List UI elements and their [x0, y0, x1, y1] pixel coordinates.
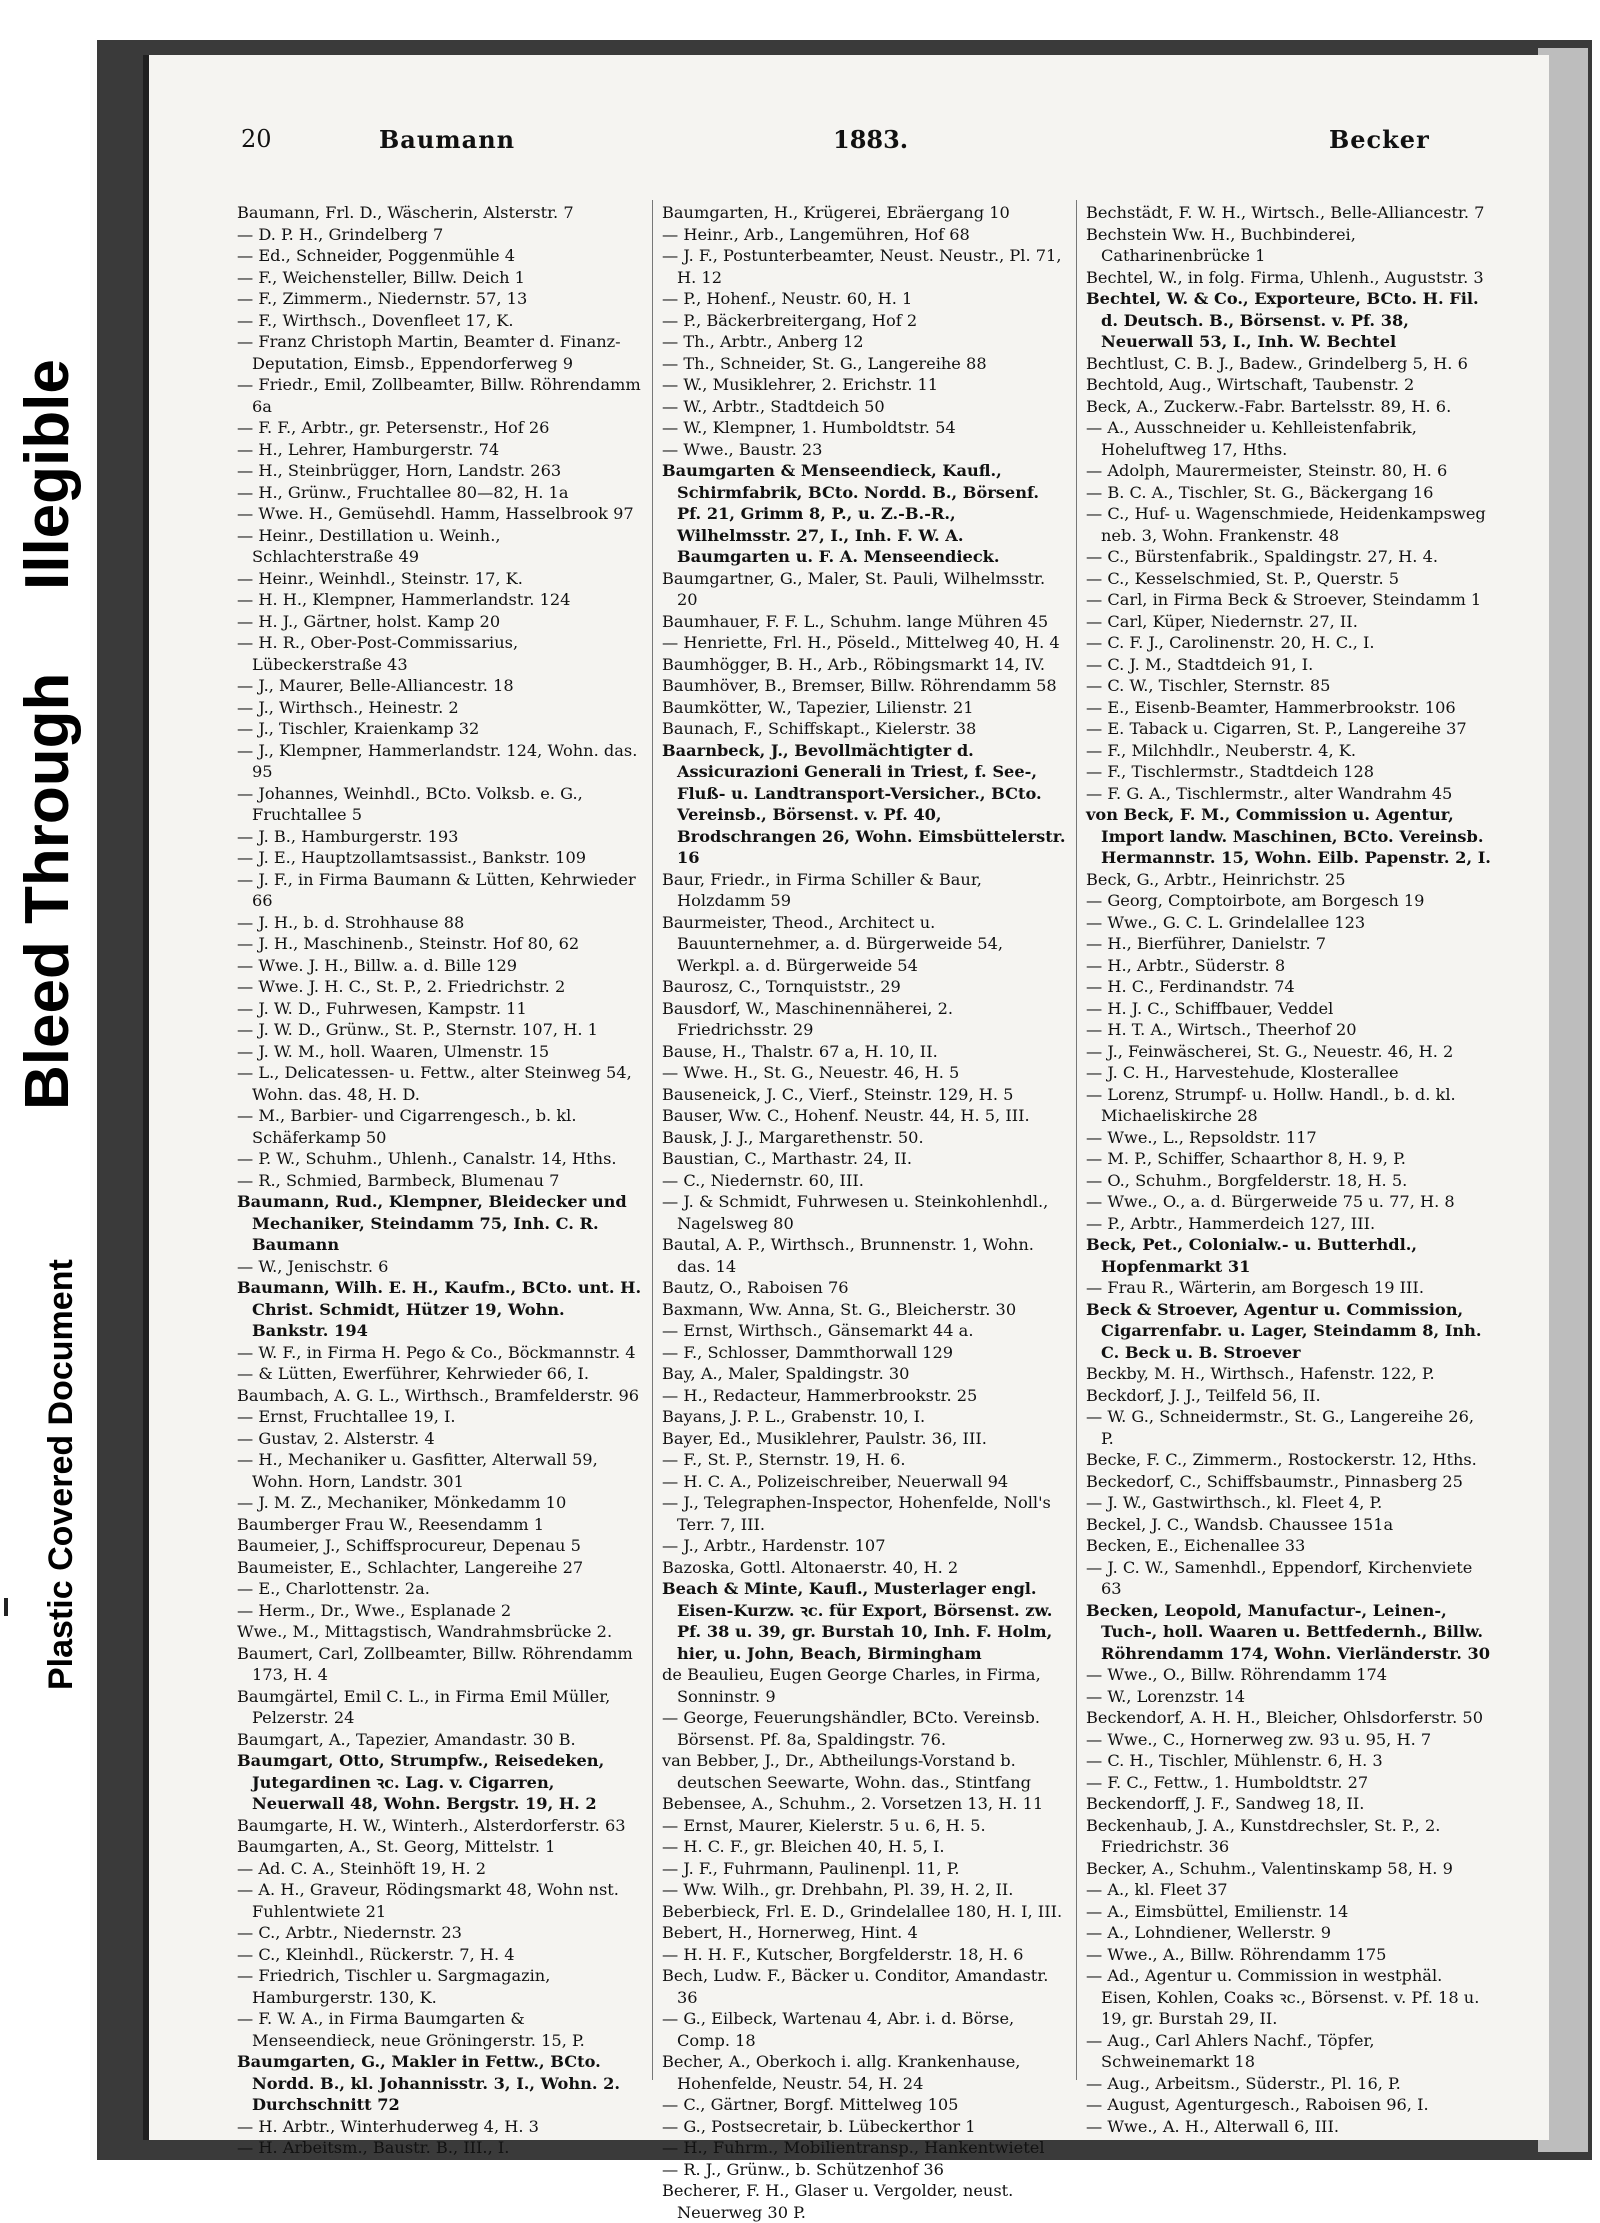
directory-entry: — J. & Schmidt, Fuhrwesen u. Steinkohlenhdl., Nagelsweg 80 [662, 1192, 1049, 1233]
directory-entry: — W. G., Schneidermstr., St. G., Langereihe 26, P. [1086, 1407, 1475, 1448]
directory-entry: — H., Arbtr., Süderstr. 8 [1086, 955, 1286, 975]
directory-entry: — Herm., Dr., Wwe., Esplanade 2 [237, 1600, 512, 1620]
directory-entry: — Friedrich, Tischler u. Sargmagazin, Hamburgerstr. 130, K. [237, 1966, 551, 2007]
directory-entry: — A., Ausschneider u. Kehlleistenfabrik, Hoheluftweg 17, Hths. [1086, 418, 1417, 459]
directory-entry: — W., Arbtr., Stadtdeich 50 [662, 396, 885, 416]
directory-entry: Wwe., M., Mittagstisch, Wandrahmsbrücke 2. [237, 1622, 613, 1641]
directory-entry: — E., Eisenb-Beamter, Hammerbrookstr. 106 [1086, 697, 1456, 717]
column-1 [237, 202, 642, 2159]
directory-entry: Baumgarte, H. W., Winterh., Alsterdorferstr. 63 [237, 1815, 626, 1835]
directory-entry: Baumeister, E., Schlachter, Langereihe 27 [237, 1557, 584, 1577]
directory-entry: — F. C., Fettw., 1. Humboldtstr. 27 [1086, 1772, 1369, 1792]
directory-entry: — H. Arbeitsm., Baustr. B., III., I. [237, 2138, 510, 2157]
directory-entry: Baumgartner, G., Maler, St. Pauli, Wilhelmsstr. 20 [662, 568, 1046, 609]
directory-entry: Baur, Friedr., in Firma Schiller & Baur, Holzdamm 59 [662, 869, 982, 910]
directory-entry: Baumann, Wilh. E. H., Kaufm., BCto. unt. H. Christ. Schmidt, Hützer 19, Wohn. Bankstr. 194 [237, 1278, 642, 1340]
directory-entry: — H. H. F., Kutscher, Borgfelderstr. 18, H. 6 [662, 1944, 1024, 1964]
directory-entry: — J., Feinwäscherei, St. G., Neuestr. 46, H. 2 [1086, 1041, 1454, 1061]
margin-tick [4, 1598, 8, 1616]
directory-entry: Baurosz, C., Tornquiststr., 29 [662, 977, 901, 996]
directory-entry: — J. C. H., Harvestehude, Klosterallee [1086, 1063, 1399, 1082]
directory-entry: — J. W. D., Grünw., St. P., Sternstr. 107, H. 1 [237, 1020, 598, 1039]
column-2 [662, 202, 1067, 2223]
directory-entry: Bechtel, W., in folg. Firma, Uhlenh., Auguststr. 3 [1086, 267, 1484, 287]
directory-entry: — J. M. Z., Mechaniker, Mönkedamm 10 [237, 1493, 567, 1512]
directory-entry: — H., Bierführer, Danielstr. 7 [1086, 934, 1327, 953]
directory-entry: — J. H., Maschinenb., Steinstr. Hof 80, 62 [237, 934, 580, 953]
directory-entry: Beckenhaub, J. A., Kunstdrechsler, St. P., 2. Friedrichstr. 36 [1086, 1815, 1441, 1856]
directory-entry: — C. W., Tischler, Sternstr. 85 [1086, 676, 1331, 695]
directory-entry: — Wwe., A. H., Alterwall 6, III. [1086, 2116, 1339, 2136]
directory-entry: — & Lütten, Ewerführer, Kehrwieder 66, I. [237, 1364, 590, 1383]
directory-entry: — J. F., Postunterbeamter, Neust. Neustr., Pl. 71, H. 12 [662, 246, 1062, 287]
directory-entry: — Wwe., O., Billw. Röhrendamm 174 [1086, 1665, 1388, 1684]
directory-entry: — Wwe., A., Billw. Röhrendamm 175 [1086, 1944, 1387, 1964]
directory-entry: — H. T. A., Wirtsch., Theerhof 20 [1086, 1020, 1357, 1039]
directory-entry: Beckel, J. C., Wandsb. Chaussee 151a [1086, 1514, 1394, 1534]
directory-entry: — Heinr., Weinhdl., Steinstr. 17, K. [237, 568, 523, 588]
directory-entry: Becher, A., Oberkoch i. allg. Krankenhause, Hohenfelde, Neustr. 54, H. 24 [662, 2052, 1021, 2093]
directory-entry: — Wwe. H., St. G., Neuestr. 46, H. 5 [662, 1063, 960, 1082]
directory-entry: — F., Schlosser, Dammthorwall 129 [662, 1342, 954, 1362]
directory-entry: Baumhöver, B., Bremser, Billw. Röhrendamm 58 [662, 676, 1057, 695]
directory-entry: — W., Jenischstr. 6 [237, 1256, 389, 1276]
directory-entry: — Heinr., Destillation u. Weinh., Schlachterstraße 49 [237, 525, 501, 566]
directory-entry: Bayans, J. P. L., Grabenstr. 10, I. [662, 1407, 926, 1426]
directory-entry: Baumberger Frau W., Reesendamm 1 [237, 1514, 545, 1534]
header-catchword-left: Baumann [379, 125, 516, 154]
directory-entry: — G., Postsecretair, b. Lübeckerthor 1 [662, 2116, 976, 2136]
directory-entry: Baumann, Rud., Klempner, Bleidecker und Mechaniker, Steindamm 75, Inh. C. R. Baumann [237, 1192, 627, 1254]
label-bleed-through: Bleed Through [13, 672, 82, 1110]
directory-entry: — Johannes, Weinhdl., BCto. Volksb. e. G., Fruchtallee 5 [237, 783, 583, 824]
directory-entry: — J. B., Hamburgerstr. 193 [237, 826, 459, 846]
label-plastic-covered: Plastic Covered Document [42, 1259, 80, 1690]
directory-entry: Bazoska, Gottl. Altonaerstr. 40, H. 2 [662, 1557, 959, 1577]
directory-entry: Becken, Leopold, Manufactur-, Leinen-, Tuch-, holl. Waaren u. Bettfedernh., Billw. Röhrendamm 174, Wohn. Vierländerstr. 30 [1086, 1600, 1491, 1663]
directory-entry: — E., Charlottenstr. 2a. [237, 1579, 430, 1598]
directory-entry: Baunach, F., Schiffskapt., Kielerstr. 38 [662, 719, 977, 738]
directory-entry: Beach & Minte, Kaufl., Musterlager engl. Eisen-Kurzw. ꝛc. für Export, Börsenst. zw. Pf. 38 u. 39, gr. Burstah 10, Inh. F. Holm, hier, u. John, Beach, Birmingham [662, 1579, 1053, 1663]
directory-entry: — Wwe., O., a. d. Bürgerweide 75 u. 77, H. 8 [1086, 1192, 1455, 1211]
directory-entry: — Ww. Wilh., gr. Drehbahn, Pl. 39, H. 2, II. [662, 1880, 1014, 1899]
directory-entry: Bay, A., Maler, Spaldingstr. 30 [662, 1364, 910, 1383]
directory-entry: — Wwe., Baustr. 23 [662, 439, 823, 459]
directory-entry: Bauseneick, J. C., Vierf., Steinstr. 129, H. 5 [662, 1084, 1014, 1104]
column-divider [1076, 200, 1077, 2080]
directory-entry: Beck, Pet., Colonialw.- u. Butterhdl., Hopfenmarkt 31 [1086, 1235, 1418, 1276]
directory-entry: — Wwe., L., Repsoldstr. 117 [1086, 1127, 1317, 1147]
header-catchword-right: Becker [1329, 125, 1430, 154]
directory-entry: Beck, A., Zuckerw.-Fabr. Bartelsstr. 89, H. 6. [1086, 396, 1452, 416]
directory-entry: — J. W. D., Fuhrwesen, Kampstr. 11 [237, 998, 527, 1018]
directory-entry: Baumert, Carl, Zollbeamter, Billw. Röhrendamm 173, H. 4 [237, 1643, 633, 1684]
directory-entry: — A. H., Graveur, Rödingsmarkt 48, Wohn nst. Fuhlentwiete 21 [237, 1880, 619, 1921]
directory-entry: — J., Arbtr., Hardenstr. 107 [662, 1536, 886, 1555]
directory-entry: — O., Schuhm., Borgfelderstr. 18, H. 5. [1086, 1170, 1408, 1190]
directory-entry: Beberbieck, Frl. E. D., Grindelallee 180, H. I, III. [662, 1901, 1063, 1921]
directory-entry: Beckedorf, C., Schiffsbaumstr., Pinnasberg 25 [1086, 1471, 1463, 1491]
directory-entry: — F., Wirthsch., Dovenfleet 17, K. [237, 310, 514, 330]
directory-entry: Beck, G., Arbtr., Heinrichstr. 25 [1086, 869, 1346, 889]
directory-entry: — Wwe. J. H. C., St. P., 2. Friedrichstr. 2 [237, 977, 566, 996]
directory-entry: — C., Niedernstr. 60, III. [662, 1170, 864, 1190]
directory-entry: — Georg, Comptoirbote, am Borgesch 19 [1086, 891, 1425, 910]
directory-entry: Baumeier, J., Schiffsprocureur, Depenau 5 [237, 1536, 581, 1555]
directory-entry: — F., Tischlermstr., Stadtdeich 128 [1086, 762, 1375, 781]
directory-entry: Bechstädt, F. W. H., Wirtsch., Belle-Alliancestr. 7 [1086, 203, 1485, 222]
directory-entry: — J. H., b. d. Strohhause 88 [237, 912, 465, 932]
directory-entry: — G., Eilbeck, Wartenau 4, Abr. i. d. Börse, Comp. 18 [662, 2009, 1015, 2050]
directory-entry: — C., Arbtr., Niedernstr. 23 [237, 1923, 462, 1942]
directory-entry: Beckendorf, A. H. H., Bleicher, Ohlsdorferstr. 50 [1086, 1708, 1483, 1727]
directory-entry: — C. F. J., Carolinenstr. 20, H. C., I. [1086, 633, 1375, 652]
directory-entry: — F., Zimmerm., Niedernstr. 57, 13 [237, 289, 528, 308]
directory-entry: — H. Arbtr., Winterhuderweg 4, H. 3 [237, 2116, 539, 2136]
directory-entry: — H. R., Ober-Post-Commissarius, Lübeckerstraße 43 [237, 633, 519, 674]
directory-entry: Bebert, H., Hornerweg, Hint. 4 [662, 1923, 918, 1942]
directory-entry: — C., Huf- u. Wagenschmiede, Heidenkampsweg neb. 3, Wohn. Frankenstr. 48 [1086, 504, 1486, 545]
directory-entry: — H. C. F., gr. Bleichen 40, H. 5, I. [662, 1837, 945, 1856]
directory-entry: — J. W. M., holl. Waaren, Ulmenstr. 15 [237, 1041, 550, 1061]
directory-entry: — Ernst, Maurer, Kielerstr. 5 u. 6, H. 5. [662, 1815, 986, 1835]
directory-entry: — F., Milchhdlr., Neuberstr. 4, K. [1086, 740, 1356, 760]
directory-entry: — H., Mechaniker u. Gasfitter, Alterwall 59, Wohn. Horn, Landstr. 301 [237, 1450, 598, 1491]
directory-entry: — P., Hohenf., Neustr. 60, H. 1 [662, 289, 913, 308]
directory-entry: — J. F., in Firma Baumann & Lütten, Kehrwieder 66 [237, 869, 636, 910]
directory-entry: — J., Maurer, Belle-Alliancestr. 18 [237, 676, 514, 695]
directory-entry: — J., Klempner, Hammerlandstr. 124, Wohn. das. 95 [237, 740, 638, 781]
directory-entry: — A., Eimsbüttel, Emilienstr. 14 [1086, 1901, 1349, 1921]
directory-entry: — H. J. C., Schiffbauer, Veddel [1086, 998, 1334, 1018]
directory-entry: — H. H., Klempner, Hammerlandstr. 124 [237, 590, 571, 609]
directory-entry: Baumgarten, G., Makler in Fettw., BCto. Nordd. B., kl. Johannisstr. 3, I., Wohn. 2. Durchschnitt 72 [237, 2052, 621, 2114]
directory-entry: — P., Bäckerbreitergang, Hof 2 [662, 310, 918, 330]
directory-entry: — L., Delicatessen- u. Fettw., alter Steinweg 54, Wohn. das. 48, H. D. [237, 1063, 632, 1104]
directory-entry: — Aug., Carl Ahlers Nachf., Töpfer, Schweinemarkt 18 [1086, 2030, 1375, 2071]
directory-entry: — Ernst, Fruchtallee 19, I. [237, 1407, 456, 1426]
directory-entry: Baumgarten, A., St. Georg, Mittelstr. 1 [237, 1837, 556, 1856]
directory-entry: — C., Kesselschmied, St. P., Querstr. 5 [1086, 568, 1400, 588]
directory-entry: Baumann, Frl. D., Wäscherin, Alsterstr. 7 [237, 203, 574, 222]
directory-entry: — R. J., Grünw., b. Schützenhof 36 [662, 2159, 944, 2179]
directory-entry: — J., Telegraphen-Inspector, Hohenfelde, Noll's Terr. 7, III. [662, 1493, 1051, 1534]
directory-entry: Bause, H., Thalstr. 67 a, H. 10, II. [662, 1041, 938, 1061]
directory-entry: Baurmeister, Theod., Architect u. Bauunternehmer, a. d. Bürgerweide 54, Werkpl. a. d. Bürgerweide 54 [662, 912, 1004, 975]
directory-entry: — J. W., Gastwirthsch., kl. Fleet 4, P. [1086, 1493, 1383, 1512]
directory-entry: — H., Redacteur, Hammerbrookstr. 25 [662, 1385, 978, 1405]
directory-entry: Baumhögger, B. H., Arb., Röbingsmarkt 14, IV. [662, 654, 1046, 674]
directory-entry: Bechtold, Aug., Wirtschaft, Taubenstr. 2 [1086, 375, 1415, 394]
directory-entry: Beckby, M. H., Wirthsch., Hafenstr. 122, P. [1086, 1364, 1435, 1383]
document-page [143, 55, 1549, 2222]
directory-entry: Bechtlust, C. B. J., Badew., Grindelberg 5, H. 6 [1086, 353, 1468, 373]
directory-entry: Baumhauer, F. F. L., Schuhm. lange Mühren 45 [662, 611, 1049, 631]
directory-entry: — Th., Schneider, St. G., Langereihe 88 [662, 353, 987, 373]
directory-entry: Beck & Stroever, Agentur u. Commission, Cigarrenfabr. u. Lager, Steindamm 8, Inh. C. Beck u. B. Stroever [1086, 1299, 1482, 1362]
directory-entry: — Ed., Schneider, Poggenmühle 4 [237, 246, 516, 265]
directory-entry: — D. P. H., Grindelberg 7 [237, 224, 444, 244]
directory-entry: Bech, Ludw. F., Bäcker u. Conditor, Amandastr. 36 [662, 1966, 1049, 2007]
page-number: 20 [241, 125, 272, 153]
directory-entry: — Friedr., Emil, Zollbeamter, Billw. Röhrendamm 6a [237, 375, 641, 416]
directory-entry: — Wwe. J. H., Billw. a. d. Bille 129 [237, 955, 518, 975]
directory-entry: — Wwe. H., Gemüsehdl. Hamm, Hasselbrook 97 [237, 504, 634, 523]
directory-entry: — Carl, in Firma Beck & Stroever, Steindamm 1 [1086, 590, 1482, 609]
label-illegible: Illegible [13, 359, 82, 590]
directory-entry: — H., Fuhrm., Mobilientransp., Hankentwietel [662, 2138, 1045, 2157]
directory-entry: — F., St. P., Sternstr. 19, H. 6. [662, 1450, 906, 1469]
directory-entry: — A., kl. Fleet 37 [1086, 1880, 1228, 1899]
directory-entry: Becker, A., Schuhm., Valentinskamp 58, H. 9 [1086, 1858, 1453, 1878]
directory-entry: — Adolph, Maurermeister, Steinstr. 80, H. 6 [1086, 461, 1448, 480]
directory-entry: Baumkötter, W., Tapezier, Lilienstr. 21 [662, 697, 974, 717]
directory-entry: — F. F., Arbtr., gr. Petersenstr., Hof 26 [237, 418, 550, 437]
directory-entry: — Lorenz, Strumpf- u. Hollw. Handl., b. d. kl. Michaeliskirche 28 [1086, 1084, 1456, 1125]
directory-entry: — A., Lohndiener, Wellerstr. 9 [1086, 1923, 1332, 1942]
directory-entry: von Beck, F. M., Commission u. Agentur, Import landw. Maschinen, BCto. Vereinsb. Hermannstr. 15, Wohn. Eilb. Papenstr. 2, I. [1086, 805, 1491, 867]
directory-entry: — H., Lehrer, Hamburgerstr. 74 [237, 439, 500, 459]
directory-entry: Becherer, F. H., Glaser u. Vergolder, neust. Neuerweg 30 P. [662, 2181, 1014, 2222]
directory-entry: — Ad. C. A., Steinhöft 19, H. 2 [237, 1858, 487, 1878]
directory-entry: — H., Steinbrügger, Horn, Landstr. 263 [237, 461, 562, 480]
directory-entry: Bautal, A. P., Wirthsch., Brunnenstr. 1, Wohn. das. 14 [662, 1235, 1034, 1276]
directory-entry: Becken, E., Eichenallee 33 [1086, 1536, 1306, 1555]
directory-entry: — J., Wirthsch., Heinestr. 2 [237, 697, 459, 717]
directory-entry: — F. W. A., in Firma Baumgarten & Menseendieck, neue Gröningerstr. 15, P. [237, 2009, 585, 2050]
directory-entry: — B. C. A., Tischler, St. G., Bäckergang 16 [1086, 482, 1434, 502]
directory-entry: — M., Barbier- und Cigarrengesch., b. kl. Schäferkamp 50 [237, 1106, 577, 1147]
directory-entry: Bauser, Ww. C., Hohenf. Neustr. 44, H. 5, III. [662, 1106, 1030, 1125]
directory-entry: — Frau R., Wärterin, am Borgesch 19 III. [1086, 1278, 1424, 1297]
directory-entry: — August, Agenturgesch., Raboisen 96, I. [1086, 2095, 1429, 2114]
directory-entry: — P. W., Schuhm., Uhlenh., Canalstr. 14, Hths. [237, 1149, 617, 1168]
directory-entry: — Franz Christoph Martin, Beamter d. Finanz-Deputation, Eimsb., Eppendorferweg 9 [237, 332, 621, 373]
header-year: 1883. [833, 125, 909, 154]
directory-entry: — F. G. A., Tischlermstr., alter Wandrahm 45 [1086, 783, 1453, 803]
directory-entry: Baxmann, Ww. Anna, St. G., Bleicherstr. 30 [662, 1299, 1017, 1319]
directory-entry: Baumgarten, H., Krügerei, Ebräergang 10 [662, 203, 1010, 222]
directory-entry: — E. Taback u. Cigarren, St. P., Langereihe 37 [1086, 719, 1467, 738]
directory-entry: — H. C., Ferdinandstr. 74 [1086, 977, 1295, 996]
directory-entry: Baumbach, A. G. L., Wirthsch., Bramfelderstr. 96 [237, 1385, 640, 1405]
directory-entry: — Ad., Agentur u. Commission in westphäl. Eisen, Kohlen, Coaks ꝛc., Börsenst. v. Pf. 18 u. 19, gr. Burstah 29, II. [1086, 1966, 1480, 2028]
directory-entry: — C., Gärtner, Borgf. Mittelweg 105 [662, 2095, 959, 2114]
directory-entry: — Ernst, Wirthsch., Gänsemarkt 44 a. [662, 1321, 974, 1340]
column-divider [652, 200, 653, 2080]
directory-entry: de Beaulieu, Eugen George Charles, in Firma, Sonninstr. 9 [662, 1665, 1041, 1706]
directory-entry: Bausdorf, W., Maschinennäherei, 2. Friedrichsstr. 29 [662, 998, 954, 1039]
directory-entry: — W. F., in Firma H. Pego & Co., Böckmannstr. 4 [237, 1342, 636, 1362]
directory-entry: — Gustav, 2. Alsterstr. 4 [237, 1428, 435, 1448]
directory-entry: Baumgart, Otto, Strumpfw., Reisedeken, Jutegardinen ꝛc. Lag. v. Cigarren, Neuerwall 48, Wohn. Bergstr. 19, H. 2 [237, 1751, 605, 1813]
directory-entry: — Carl, Küper, Niedernstr. 27, II. [1086, 611, 1358, 631]
directory-entry: Baumgarten & Menseendieck, Kaufl., Schirmfabrik, BCto. Nordd. B., Börsenf. Pf. 21, Grimm 8, P., u. Z.-B.-R., Wilhelmsstr. 27, I., Inh. F. W. A. Baumgarten u. F. A. Menseendieck. [662, 461, 1040, 566]
directory-entry: Baarnbeck, J., Bevollmächtigter d. Assicurazioni Generali in Triest, f. See-, Fluß- u. Landtransport-Versicher., BCto. Vereinsb., Börsenst. v. Pf. 40, Brodschrangen 26, Wohn. Eimsbüttelerstr. 16 [662, 740, 1066, 867]
directory-entry: — W., Klempner, 1. Humboldtstr. 54 [662, 418, 956, 437]
directory-entry: — Henriette, Frl. H., Pöseld., Mittelweg 40, H. 4 [662, 633, 1060, 652]
directory-entry: van Bebber, J., Dr., Abtheilungs-Vorstand b. deutschen Seewarte, Wohn. das., Stintfang [662, 1751, 1032, 1792]
directory-entry: — J. F., Fuhrmann, Paulinenpl. 11, P. [662, 1858, 960, 1878]
directory-entry: — C., Kleinhdl., Rückerstr. 7, H. 4 [237, 1944, 515, 1964]
directory-entry: — M. P., Schiffer, Schaarthor 8, H. 9, P. [1086, 1149, 1406, 1168]
directory-entry: — George, Feuerungshändler, BCto. Vereinsb. Börsenst. Pf. 8a, Spaldingstr. 76. [662, 1708, 1040, 1749]
directory-entry: — Th., Arbtr., Anberg 12 [662, 332, 864, 351]
directory-entry: Baumgart, A., Tapezier, Amandastr. 30 B. [237, 1729, 576, 1749]
directory-entry: — H. C. A., Polizeischreiber, Neuerwall 94 [662, 1471, 1009, 1491]
directory-entry: — C. H., Tischler, Mühlenstr. 6, H. 3 [1086, 1751, 1383, 1770]
directory-entry: Bautz, O., Raboisen 76 [662, 1278, 849, 1297]
directory-entry: — F., Weichensteller, Billw. Deich 1 [237, 267, 525, 287]
directory-entry: — Aug., Arbeitsm., Süderstr., Pl. 16, P. [1086, 2073, 1401, 2093]
directory-entry: Bechstein Ww. H., Buchbinderei, Catharinenbrücke 1 [1086, 224, 1356, 265]
directory-entry: Bayer, Ed., Musiklehrer, Paulstr. 36, III. [662, 1428, 987, 1448]
directory-entry: Bausk, J. J., Margarethenstr. 50. [662, 1127, 924, 1147]
directory-entry: — J. E., Hauptzollamtsassist., Bankstr. 109 [237, 848, 587, 867]
directory-entry: — Wwe., C., Hornerweg zw. 93 u. 95, H. 7 [1086, 1729, 1432, 1749]
directory-entry: — C. J. M., Stadtdeich 91, I. [1086, 654, 1314, 674]
directory-entry: — Wwe., G. C. L. Grindelallee 123 [1086, 912, 1366, 932]
directory-entry: — W., Musiklehrer, 2. Erichstr. 11 [662, 375, 939, 394]
directory-entry: — H. J., Gärtner, holst. Kamp 20 [237, 611, 501, 631]
directory-entry: — J. C. W., Samenhdl., Eppendorf, Kirchenviete 63 [1086, 1557, 1473, 1598]
directory-entry: Bechtel, W. & Co., Exporteure, BCto. H. Fil. d. Deutsch. B., Börsenst. v. Pf. 38, Neuerwall 53, I., Inh. W. Bechtel [1086, 289, 1479, 351]
directory-entry: Bebensee, A., Schuhm., 2. Vorsetzen 13, H. 11 [662, 1794, 1044, 1813]
directory-entry: — H., Grünw., Fruchtallee 80—82, H. 1a [237, 482, 569, 502]
directory-entry: Beckendorff, J. F., Sandweg 18, II. [1086, 1794, 1365, 1813]
directory-entry: — R., Schmied, Barmbeck, Blumenau 7 [237, 1170, 560, 1190]
directory-entry: — Heinr., Arb., Langemühren, Hof 68 [662, 224, 970, 244]
directory-entry: Becke, F. C., Zimmerm., Rostockerstr. 12, Hths. [1086, 1450, 1477, 1469]
directory-entry: — P., Arbtr., Hammerdeich 127, III. [1086, 1213, 1376, 1233]
directory-entry: — J., Tischler, Kraienkamp 32 [237, 719, 480, 738]
directory-entry: Baustian, C., Marthastr. 24, II. [662, 1149, 913, 1168]
directory-entry: — C., Bürstenfabrik., Spaldingstr. 27, H. 4. [1086, 547, 1439, 566]
directory-entry: — W., Lorenzstr. 14 [1086, 1686, 1246, 1706]
column-3 [1086, 202, 1491, 2137]
directory-entry: Baumgärtel, Emil C. L., in Firma Emil Müller, Pelzerstr. 24 [237, 1686, 611, 1727]
directory-entry: Beckdorf, J. J., Teilfeld 56, II. [1086, 1385, 1321, 1405]
running-header [149, 125, 1549, 165]
